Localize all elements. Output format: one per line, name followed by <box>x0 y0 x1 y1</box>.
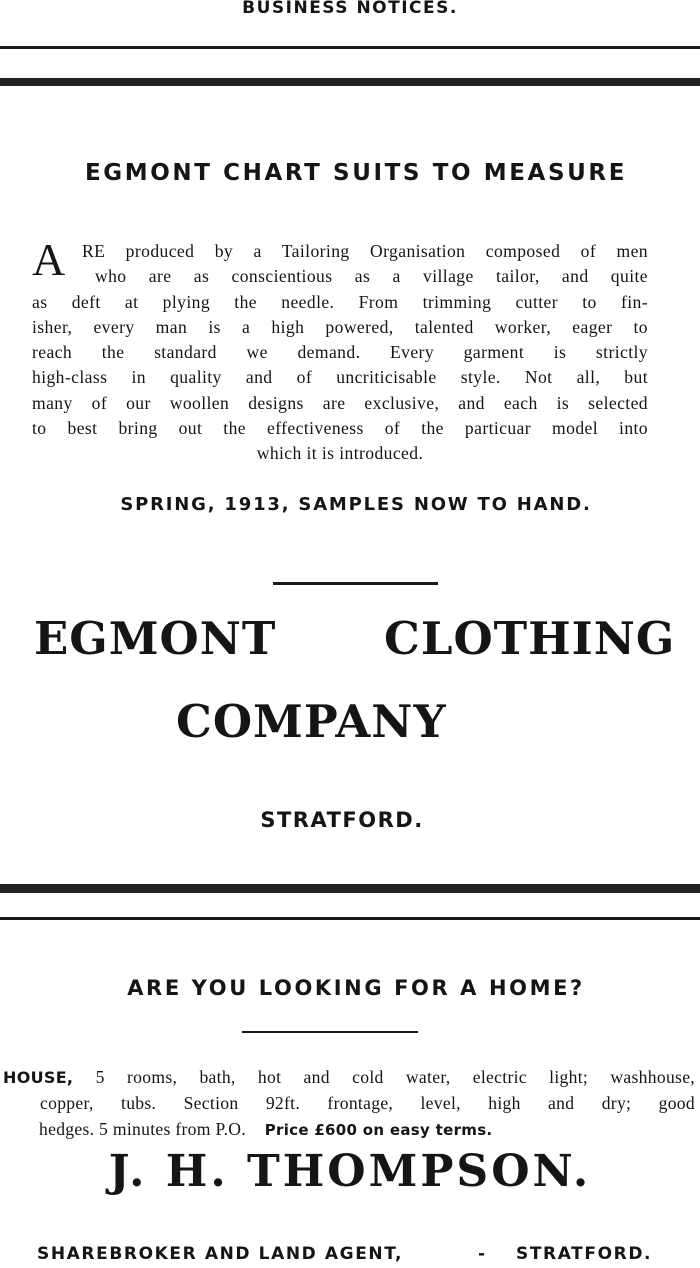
body-line: high-class in quality and of uncriticisable style. Not all, but <box>32 367 648 388</box>
advert1-body <box>32 234 648 467</box>
house-label: HOUSE, <box>3 1068 74 1087</box>
header-rule-thick <box>0 78 700 86</box>
body-line3-start: hedges. 5 minutes from P.O. <box>39 1119 246 1139</box>
company-word-company: COMPANY <box>176 695 447 748</box>
body-line: as deft at plying the needle. From trimming cutter to fin- <box>32 291 648 312</box>
section-title: BUSINESS NOTICES. <box>242 0 458 18</box>
body-line: which it is introduced. <box>256 443 424 464</box>
body-line1-rest: 5 rooms, bath, hot and cold water, electric light; washhouse, <box>95 1067 696 1087</box>
agent-separator: - <box>478 1244 486 1264</box>
agent-name: J. H. THOMPSON. <box>108 1146 592 1197</box>
separator-rule-thin <box>0 917 700 920</box>
agent-title: SHAREBROKER AND LAND AGENT, <box>37 1244 404 1264</box>
divider-rule-2 <box>242 1031 418 1033</box>
company-word-egmont: EGMONT <box>34 612 277 665</box>
company-word-clothing: CLOTHING <box>384 612 676 665</box>
body-line <box>39 1116 695 1142</box>
advert1-headline: EGMONT CHART SUITS TO MEASURE <box>84 160 628 186</box>
price-text: Price £600 on easy terms. <box>264 1121 493 1139</box>
advert1-location: STRATFORD. <box>260 808 424 832</box>
agent-location: STRATFORD. <box>516 1244 653 1264</box>
separator-rule-thick <box>0 884 700 893</box>
body-line <box>3 1064 695 1090</box>
body-line: who are as conscientious as a village tailor, and quite <box>95 266 648 287</box>
body-line: to best bring out the effectiveness of the particuar model into <box>32 418 648 439</box>
advert2-body <box>3 1064 695 1142</box>
body-line: isher, every man is a high powered, talented worker, eager to <box>32 316 648 337</box>
header-rule-thin <box>0 46 700 49</box>
body-line: many of our woollen designs are exclusive, and each is selected <box>32 392 648 413</box>
body-line: RE produced by a Tailoring Organisation composed of men <box>82 241 648 261</box>
samples-notice: SPRING, 1913, SAMPLES NOW TO HAND. <box>120 494 592 515</box>
advert2-headline: ARE YOU LOOKING FOR A HOME? <box>127 976 585 1000</box>
body-line: copper, tubs. Section 92ft. frontage, level, high and dry; good <box>40 1093 695 1113</box>
divider-rule <box>273 582 438 585</box>
drop-cap: A <box>32 234 66 285</box>
body-line: reach the standard we demand. Every garment is strictly <box>32 342 648 363</box>
